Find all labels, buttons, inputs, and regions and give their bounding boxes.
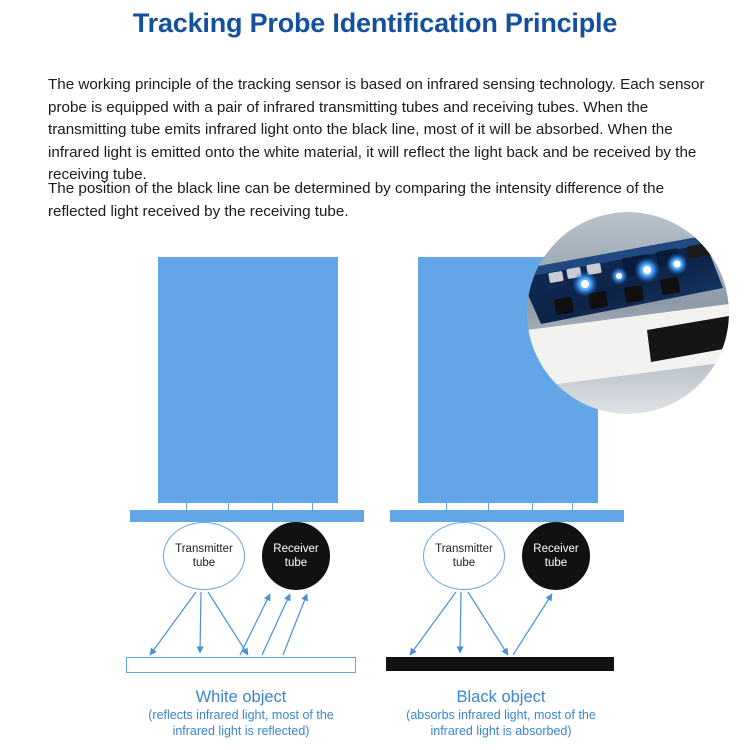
left-caption-sub-1: (reflects infrared light, most of the bbox=[148, 708, 334, 722]
left-lead-1 bbox=[186, 503, 187, 511]
left-transmitter-label-2: tube bbox=[192, 557, 216, 569]
black-object-surface bbox=[386, 657, 614, 671]
right-transmitter-tube bbox=[423, 522, 505, 590]
right-caption-sub-1: (absorbs infrared light, most of the bbox=[406, 708, 596, 722]
left-caption bbox=[118, 687, 364, 739]
right-receiver-tube bbox=[522, 522, 590, 590]
right-lead-2 bbox=[488, 503, 489, 511]
right-caption-main: Black object bbox=[456, 688, 546, 706]
left-receiver-label-1: Receiver bbox=[273, 543, 319, 555]
left-lead-3 bbox=[272, 503, 273, 511]
right-caption bbox=[378, 687, 624, 739]
right-transmitter-label-2: tube bbox=[452, 557, 476, 569]
left-lead-2 bbox=[228, 503, 229, 511]
left-receiver-tube bbox=[262, 522, 330, 590]
right-lead-3 bbox=[532, 503, 533, 511]
left-caption-main: White object bbox=[195, 688, 287, 706]
right-caption-sub-2: infrared light is absorbed) bbox=[430, 724, 572, 738]
white-object-surface bbox=[126, 657, 356, 673]
right-lead-1 bbox=[446, 503, 447, 511]
left-transmitter-tube bbox=[163, 522, 245, 590]
page-title: Tracking Probe Identification Principle bbox=[132, 8, 618, 38]
left-board-bar bbox=[130, 510, 364, 522]
intro-paragraph-1: The working principle of the tracking sensor is based on infrared sensing technology. Each sensor probe is equipped with a pair of infrared transmitting tubes and receiving tubes. When the transmitting tube emits infrared light onto the black line, most of it will be absorbed. When the infrared light is emitted onto the white material, it will reflect the light back and be received by the receiving tube. bbox=[48, 76, 705, 184]
right-receiver-label-1: Receiver bbox=[533, 543, 579, 555]
left-caption-sub-2: infrared light is reflected) bbox=[172, 724, 310, 738]
left-lead-4 bbox=[312, 503, 313, 511]
left-sensor-body bbox=[158, 257, 338, 503]
sensor-photo bbox=[527, 212, 729, 414]
left-transmitter-label-1: Transmitter bbox=[175, 543, 233, 555]
intro-paragraph-2: The position of the black line can be determined by comparing the intensity difference of the reflected light received by the receiving tube. bbox=[48, 180, 665, 220]
right-board-bar bbox=[390, 510, 624, 522]
right-transmitter-label-1: Transmitter bbox=[435, 543, 493, 555]
right-lead-4 bbox=[572, 503, 573, 511]
sensor-photo-image bbox=[527, 212, 729, 414]
left-receiver-label-2: tube bbox=[284, 557, 308, 569]
right-receiver-label-2: tube bbox=[544, 557, 568, 569]
